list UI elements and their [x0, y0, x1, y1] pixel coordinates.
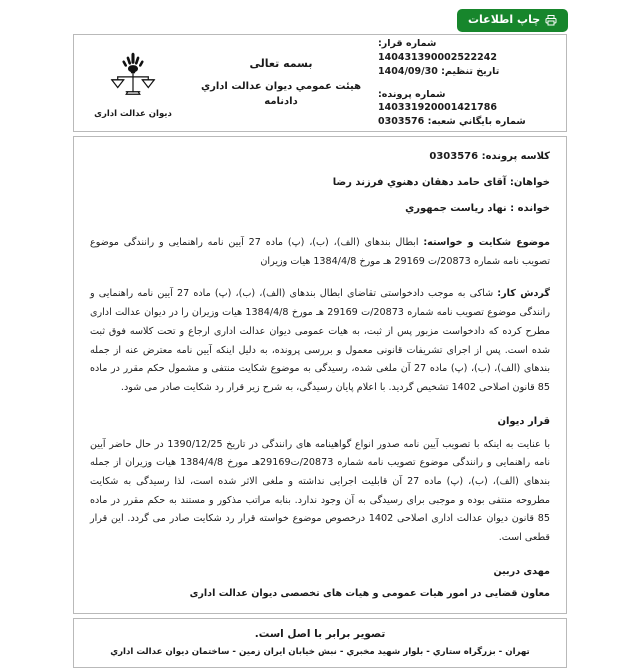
organization-name: هیئت عمومي ديوان عدالت اداري — [200, 81, 362, 92]
document-header — [73, 34, 567, 132]
signatory-title: معاون قضایی در امور هیات عمومی و هیات های تخصصی دیوان عدالت اداری — [189, 587, 550, 599]
defendant-label: خوانده : — [510, 203, 550, 214]
subject-text: ابطال بندهای (الف)، (ب)، (پ) ماده 27 آیین نامه راهنمایی و رانندگی موضوع تصویب نامه شماره 20873/ت 29169 هـ مورخ 1384/4/8 هیات وزیران — [90, 237, 550, 267]
print-information-button[interactable] — [457, 9, 568, 32]
case-class-line — [90, 149, 550, 164]
case-number-value: 140331920001421786 — [378, 102, 497, 114]
signatory-name: مهدی دربین — [493, 565, 550, 577]
case-number-label: شماره پرونده: — [378, 88, 446, 100]
branch-archive-number: شماره بایگاني شعبه: 0303576 — [378, 116, 526, 128]
subject-label: موضوع شکایت و خواسته: — [423, 237, 550, 248]
case-number-group — [378, 88, 558, 129]
subject-paragraph — [90, 234, 550, 271]
emblem-caption: دیوان عدالت اداری — [94, 109, 172, 119]
besmeh-taala: بسمه تعالی — [249, 57, 313, 70]
defendant-line — [90, 201, 550, 216]
defendant-value: نهاد رياست جمهوري — [405, 203, 507, 214]
proceedings-paragraph — [90, 285, 550, 397]
emblem-block — [74, 35, 192, 131]
certification-text: تصویر برابر با اصل است. — [254, 627, 386, 640]
order-number-value: 140431390002522242 — [378, 51, 497, 63]
court-order-paragraph: با عنایت به اینکه با تصویب آیین نامه صدور انواع گواهینامه های رانندگی در تاریخ 1390/12/25 در حال حاضر آیین نامه راهنمایی و رانندگی موضوع تصویب نامه شماره 20873/ت29169هـ مورخ 1384/4/8 هیات وزیران از جمله بندهای (الف)، (ب)، (پ) ماده 27 آن قابلیت اجرایی نداشته و ملغی الاثر شده است، لذا رسیدگی به شکایت مطروحه منتفی بوده و موجبی برای رسیدگی به آن وجود ندارد. بنابه مراتب مذکور و مستند به حکم مقرر در ماده 85 قانون دیوان عدالت اداری اصلاحی 1402 درخصوص موضوع خواسته قرار رد شکایت صادر می گردد. این قرار قطعی است. — [90, 438, 550, 544]
header-meta-block — [370, 35, 566, 131]
printer-icon — [545, 14, 557, 26]
court-order-title: قرار دیوان — [497, 415, 550, 427]
case-class-label: کلاسه پرونده: — [481, 151, 550, 162]
toolbar — [0, 0, 640, 34]
issue-date: تاریخ تنظیم: 1404/09/30 — [378, 65, 500, 77]
signature-block — [90, 566, 550, 599]
plaintiff-value: آقای حامد دهقان دهنوي فرزند رضا — [332, 177, 507, 188]
proceedings-label: گردش کار: — [497, 288, 550, 300]
header-center-block — [192, 35, 370, 131]
iran-judiciary-scales-emblem — [107, 51, 159, 107]
document-type: دادنامه — [264, 96, 298, 107]
document-body — [73, 136, 567, 614]
order-number-label: شماره قرار: — [378, 38, 437, 50]
document-footer — [73, 618, 567, 668]
office-address: تهران - بزرگراه ستاري - بلوار شهيد مخبري - نبش خيابان ايران زمين - ساختمان ديوان عدالت اداري — [110, 646, 530, 657]
proceedings-text: شاکی به موجب دادخواستی تقاضای ابطال بندهای (الف)، (ب)، (پ) ماده 27 آیین نامه راهنمایی و رانندگی موضوع تصویب نامه شماره 20873/ت 29169 هـ مورخ 1384/4/8 هیات وزیران را در دیوان عدالت اداری مطرح کرده که دادخواست مزبور پس از ثبت، به هیات عمومی دیوان عدالت اداری ارجاع و تحت کلاسه فوق ثبت شده است. پس از اجرای تشریفات قانونی معمول و بررسی پرونده، به دلیل اینکه آیین نامه معترض عنه از جمله بندهای (الف)، (ب)، (پ) ماده 27 آن ملغی شده، رسیدگی به موضوع شکایت منتفی و مشمول حکم مقرر در ماده 85 قانون اصلاحی 1402 تشخیص گردید. با اعلام پایان رسیدگی، به شرح زیر قرار رد شکایت صادر می شود. — [90, 288, 550, 393]
order-number-group — [378, 37, 558, 78]
plaintiff-label: خواهان: — [509, 177, 550, 188]
print-button-label: چاپ اطلاعات — [468, 13, 541, 26]
case-class-value: 0303576 — [429, 151, 479, 162]
plaintiff-line — [90, 175, 550, 190]
